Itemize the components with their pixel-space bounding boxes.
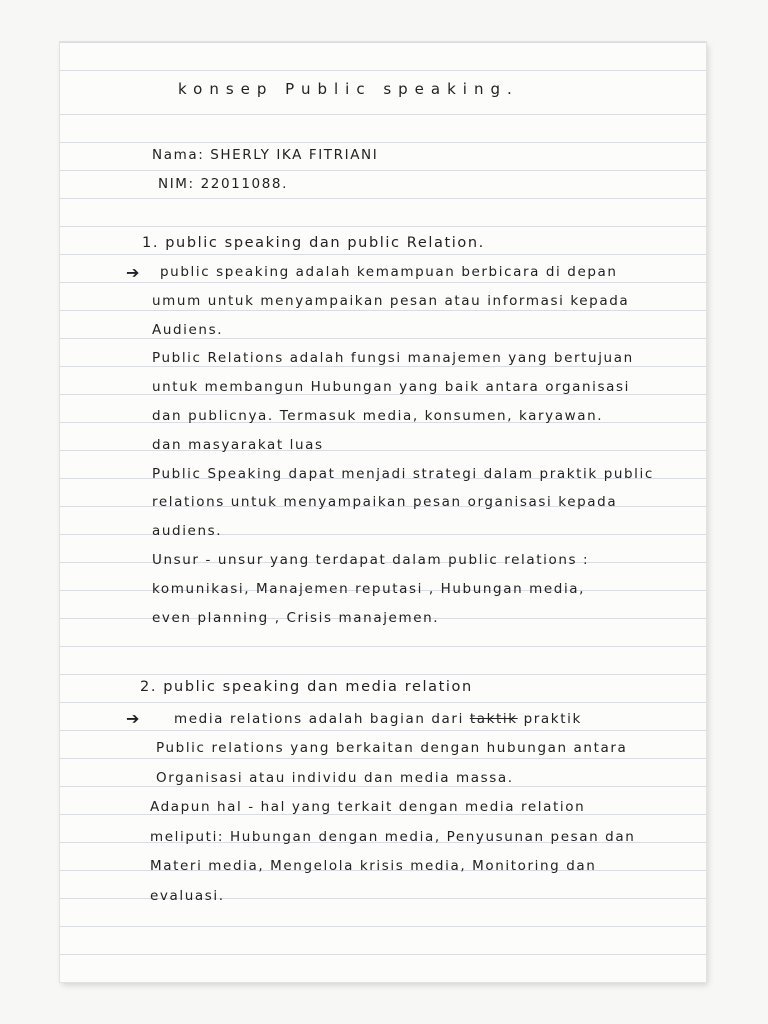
section2-line: meliputi: Hubungan dengan media, Penyusunan pesan dan (150, 828, 636, 845)
section1-line: relations untuk menyampaikan pesan organisasi kepada (152, 494, 618, 511)
section1-line: even planning , Crisis manajemen. (152, 609, 440, 626)
notebook-page (60, 42, 706, 982)
section1-line: public speaking adalah kemampuan berbicara di depan (160, 264, 618, 280)
section2-line: Organisasi atau individu dan media massa. (156, 769, 514, 786)
name-field: Nama: SHERLY IKA FITRIANI (152, 147, 379, 163)
section2-first-line (174, 711, 582, 727)
section2-line: evaluasi. (150, 887, 225, 904)
nim-field: NIM: 22011088. (158, 176, 288, 192)
section2-line: Materi media, Mengelola krisis media, Monitoring dan (150, 858, 597, 874)
arrow-icon: ➔ (126, 709, 140, 728)
section2-line1-end: praktik (523, 711, 582, 727)
section1-line: Public Relations adalah fungsi manajemen yang bertujuan (152, 350, 634, 367)
section1-line: umum untuk menyampaikan pesan atau informasi kepada (152, 292, 630, 309)
struck-word: taktik (469, 711, 518, 727)
section2-line1-text: media relations adalah bagian dari (174, 711, 464, 727)
section2-line: Adapun hal - hal yang terkait dengan media relation (150, 799, 586, 815)
section1-line: Unsur - unsur yang terdapat dalam public relations : (152, 552, 590, 568)
page-title: konsep Public speaking. (178, 80, 519, 98)
section2-heading: 2. public speaking dan media relation (140, 679, 473, 695)
section1-line: Public Speaking dapat menjadi strategi dalam praktik public (152, 465, 654, 482)
section1-line: audiens. (152, 523, 223, 540)
section1-line: Audiens. (152, 321, 224, 338)
section1-line: komunikasi, Manajemen reputasi , Hubungan media, (152, 580, 586, 597)
binder-holes (0, 0, 60, 1024)
section1-heading: 1. public speaking dan public Relation. (142, 235, 485, 251)
arrow-icon: ➔ (126, 263, 140, 282)
section1-line: untuk membangun Hubungan yang baik antara organisasi (152, 379, 631, 396)
section1-line: dan publicnya. Termasuk media, konsumen, karyawan. (152, 408, 604, 424)
section2-line: Public relations yang berkaitan dengan hubungan antara (156, 740, 628, 756)
section1-line: dan masyarakat luas (152, 436, 324, 453)
